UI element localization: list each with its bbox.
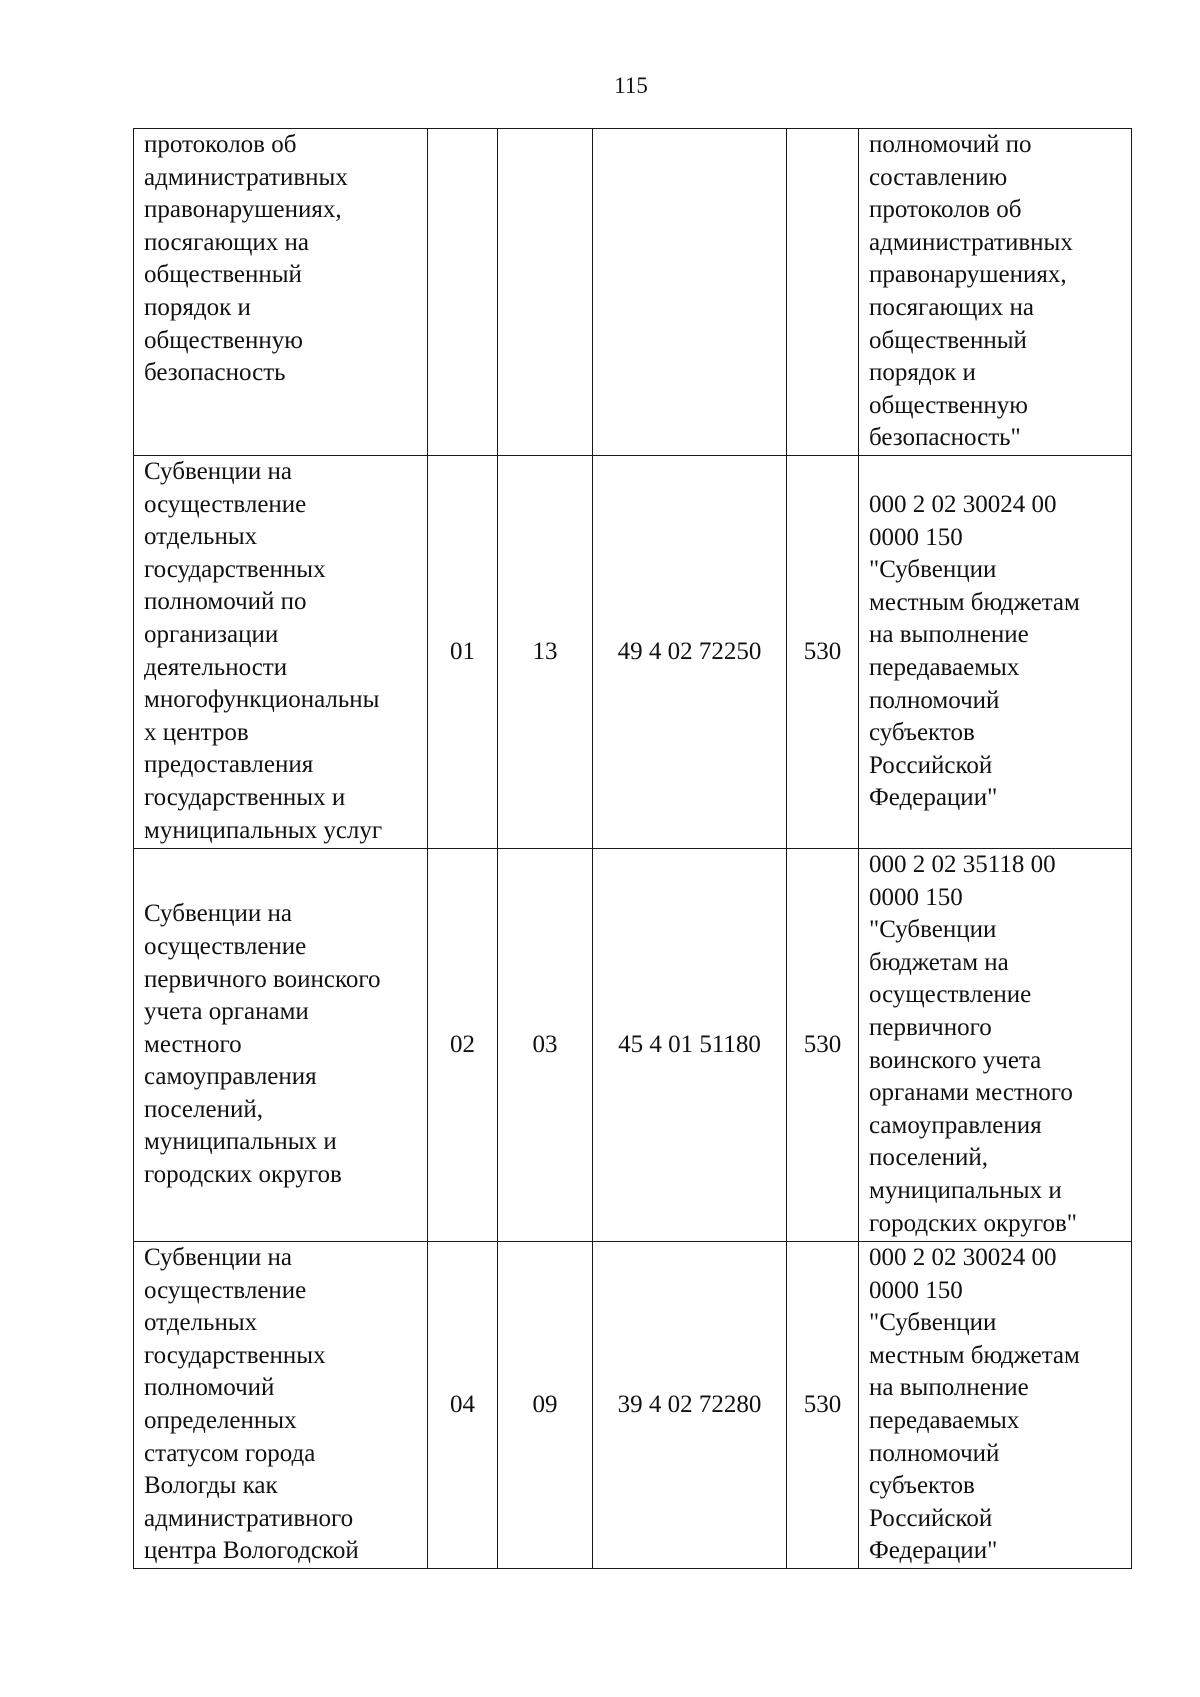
expense-type-cell: 530 [787,849,859,1242]
expense-name-cell: Субвенции на осуществление отдельных государственных полномочий определенных статусом города Вологды как административного центра Вологодской [134,1242,428,1569]
target-article-cell [593,129,787,456]
subsection-cell [498,129,593,456]
expense-type-cell: 530 [787,456,859,849]
page-number: 115 [614,73,648,98]
table-row [134,1242,1132,1569]
section-cell: 01 [428,456,498,849]
target-article-cell: 49 4 02 72250 [593,456,787,849]
section-cell: 04 [428,1242,498,1569]
section-cell [428,129,498,456]
target-article-cell: 39 4 02 72280 [593,1242,787,1569]
income-code-cell: 000 2 02 30024 00 0000 150 "Субвенции местным бюджетам на выполнение передаваемых полномочий субъектов Российской Федерации" [859,1242,1132,1569]
subsection-cell: 03 [498,849,593,1242]
expense-type-cell [787,129,859,456]
expense-name-cell: протоколов об административных правонарушениях, посягающих на общественный порядок и общественную безопасность [134,129,428,456]
table-row [134,849,1132,1242]
income-code-cell: 000 2 02 30024 00 0000 150 "Субвенции местным бюджетам на выполнение передаваемых полномочий субъектов Российской Федерации" [859,456,1132,849]
subsection-cell: 13 [498,456,593,849]
income-code-cell: полномочий по составлению протоколов об административных правонарушениях, посягающих на общественный порядок и общественную безопасность" [859,129,1132,456]
table-row [134,129,1132,456]
target-article-cell: 45 4 01 51180 [593,849,787,1242]
subvention-table [133,128,1132,1569]
section-cell: 02 [428,849,498,1242]
table-row [134,456,1132,849]
expense-name-cell: Субвенции на осуществление первичного воинского учета органами местного самоуправления поселений, муниципальных и городских округов [134,849,428,1242]
expense-type-cell: 530 [787,1242,859,1569]
subsection-cell: 09 [498,1242,593,1569]
expense-name-cell: Субвенции на осуществление отдельных государственных полномочий по организации деятельности многофункциональны х центров предоставления государственных и муниципальных услуг [134,456,428,849]
income-code-cell: 000 2 02 35118 00 0000 150 "Субвенции бюджетам на осуществление первичного воинского учета органами местного самоуправления поселений, муниципальных и городских округов" [859,849,1132,1242]
